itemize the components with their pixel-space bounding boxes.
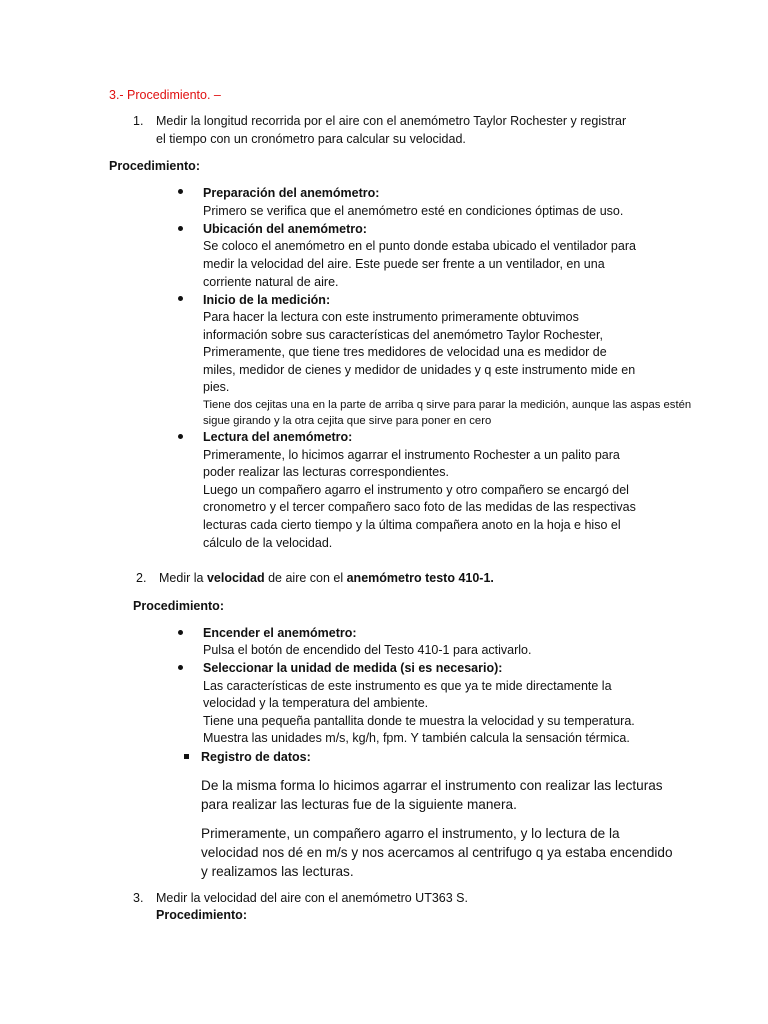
bullet-title-ubicacion: Ubicación del anemómetro: [203,222,367,236]
item3-number: 3. [133,891,144,905]
registro-paragraph-1-line-2: para realizar las lecturas fue de la siguiente manera. [201,797,517,812]
bullet-title-seleccionar: Seleccionar la unidad de medida (si es necesario): [203,661,503,675]
bullet-text: Las características de este instrumento es que ya te mide directamente la [203,679,612,693]
registro-title: Registro de datos: [201,750,311,764]
bullet-icon [178,189,183,194]
registro-paragraph-2-line-2: velocidad nos dé en m/s y nos acercamos al centrifugo q ya estaba encendido [201,845,673,860]
bullet-title-lectura: Lectura del anemómetro: [203,430,353,444]
bullet-text: miles, medidor de cienes y medidor de unidades y q este instrumento mide en [203,363,636,377]
item2-number: 2. [136,571,147,585]
bullet-text: Primero se verifica que el anemómetro esté en condiciones óptimas de uso. [203,204,624,218]
bullet-small-text: sigue girando y la otra cejita que sirve para poner en cero [203,415,492,427]
bullet-text: Muestra las unidades m/s, kg/h, fpm. Y también calcula la sensación térmica. [203,731,630,745]
item1-number: 1. [133,114,144,128]
bullet-text: Se coloco el anemómetro en el punto donde estaba ubicado el ventilador para [203,239,636,253]
bullet-text: Primeramente, que tiene tres medidores de velocidad una es medidor de [203,345,607,359]
bullet-icon [178,665,183,670]
registro-paragraph-2-line-3: y realizamos las lecturas. [201,864,354,879]
bullet-title-preparacion: Preparación del anemómetro: [203,186,380,200]
bullet-icon [178,296,183,301]
bullet-text: lecturas cada cierto tiempo y la última compañera anoto en la hoja e hiso el [203,518,621,532]
item3-procedure-label: Procedimiento: [156,908,247,922]
bullet-text: poder realizar las lecturas correspondientes. [203,465,449,479]
bullet-text: Pulsa el botón de encendido del Testo 410-1 para activarlo. [203,643,532,657]
bullet-text: Para hacer la lectura con este instrumento primeramente obtuvimos [203,310,579,324]
item2-procedure-label: Procedimiento: [133,599,224,613]
bullet-text: velocidad y la temperatura del ambiente. [203,696,429,710]
section-heading: 3.- Procedimiento. – [109,88,221,102]
bullet-text: cálculo de la velocidad. [203,536,333,550]
bullet-text: cronometro y el tercer compañero saco foto de las medidas de las respectivas [203,500,636,514]
item3-text: Medir la velocidad del aire con el anemómetro UT363 S. [156,891,468,905]
bullet-icon [178,226,183,231]
registro-paragraph-1-line-1: De la misma forma lo hicimos agarrar el instrumento con realizar las lecturas [201,778,663,793]
registro-paragraph-2-line-1: Primeramente, un compañero agarro el instrumento, y lo lectura de la [201,826,620,841]
square-bullet-icon [184,754,189,759]
bullet-text: Luego un compañero agarro el instrumento y otro compañero se encargó del [203,483,629,497]
bullet-small-text: Tiene dos cejitas una en la parte de arriba q sirve para parar la medición, aunque las aspas estén [203,399,692,411]
item1-procedure-label: Procedimiento: [109,159,200,173]
bullet-text: corriente natural de aire. [203,275,339,289]
bullet-icon [178,630,183,635]
bullet-icon [178,434,183,439]
bullet-text: Primeramente, lo hicimos agarrar el instrumento Rochester a un palito para [203,448,620,462]
bullet-text: medir la velocidad del aire. Este puede ser frente a un ventilador, en una [203,257,605,271]
bullet-text: información sobre sus características del anemómetro Taylor Rochester, [203,328,603,342]
item1-text-line-2: el tiempo con un cronómetro para calcular su velocidad. [156,132,466,146]
bullet-title-inicio: Inicio de la medición: [203,293,331,307]
item2-text: Medir la velocidad de aire con el anemómetro testo 410-1. [159,571,494,585]
bullet-title-encender: Encender el anemómetro: [203,626,357,640]
bullet-text: pies. [203,380,230,394]
bullet-text: Tiene una pequeña pantallita donde te muestra la velocidad y su temperatura. [203,714,635,728]
item1-text-line-1: Medir la longitud recorrida por el aire con el anemómetro Taylor Rochester y registrar [156,114,627,128]
